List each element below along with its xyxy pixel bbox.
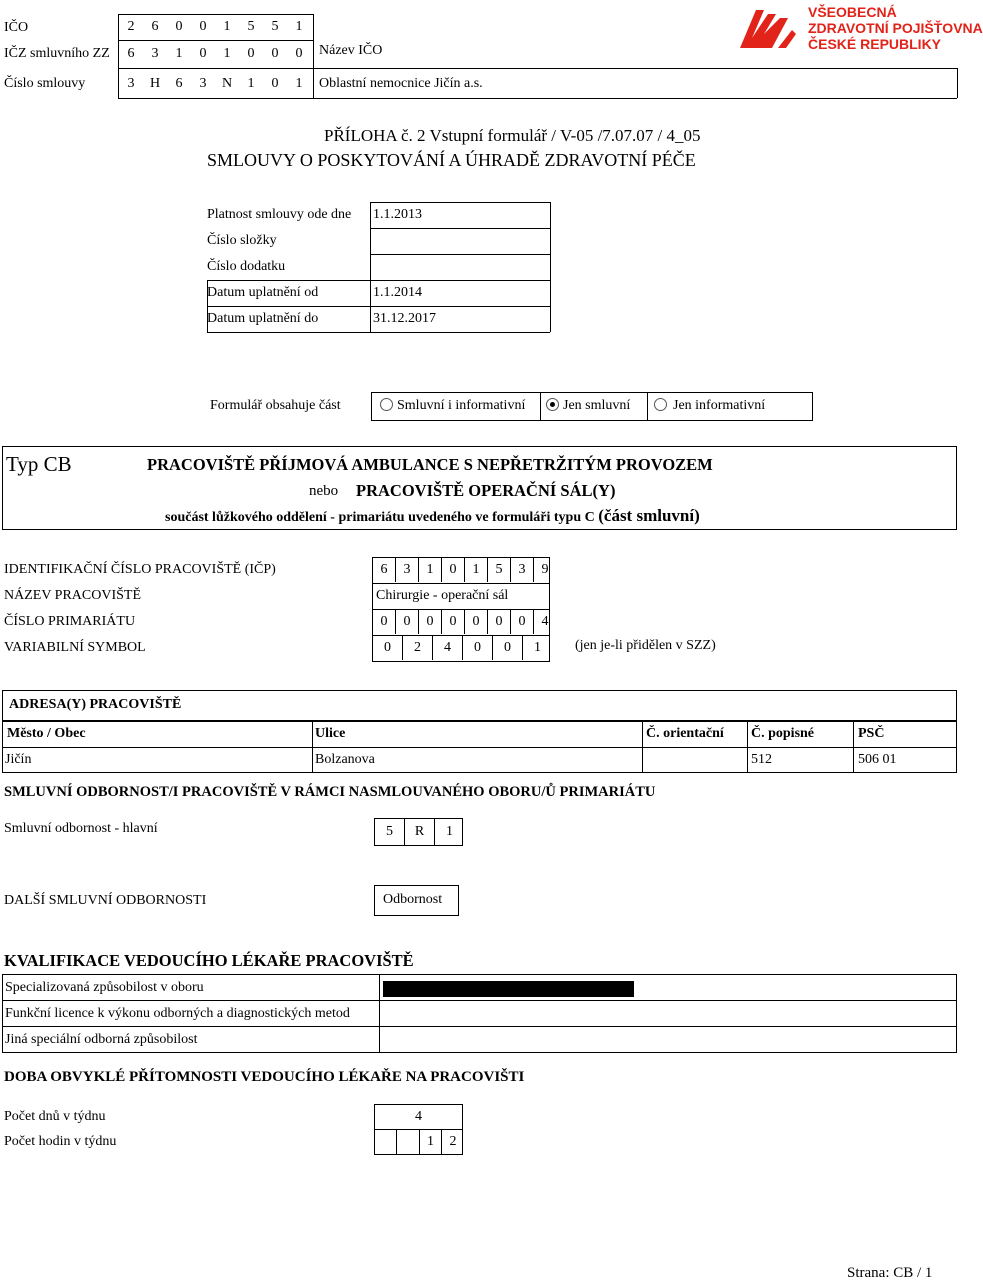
- option-label: Jen informativní: [673, 398, 766, 413]
- validity-label: Datum uplatnění od: [207, 285, 319, 300]
- hours-digit: [375, 1130, 396, 1154]
- logo-line-2: ZDRAVOTNÍ POJIŠŤOVNA: [808, 20, 983, 36]
- primariat-digit: 0: [380, 614, 388, 629]
- icz-digit: 0: [199, 46, 207, 61]
- contract-digits: [119, 72, 311, 96]
- hours-per-week-digits: [375, 1130, 464, 1154]
- ico-digit: 2: [127, 19, 135, 34]
- ico-name-label: Název IČO: [319, 43, 383, 58]
- contract-title: SMLOUVY O POSKYTOVÁNÍ A ÚHRADĚ ZDRAVOTNÍ PÉČE: [207, 150, 696, 170]
- contract-digit: 1: [295, 76, 303, 91]
- contract-digit: 1: [247, 76, 255, 91]
- primariat-digit: 0: [464, 610, 487, 634]
- variable-symbol-digits: [373, 636, 552, 660]
- variable-symbol-note: (jen je-li přidělen v SZZ): [575, 638, 716, 653]
- attachment-title: PŘÍLOHA č. 2 Vstupní formulář / V-05 /7.07.07 / 4_05: [324, 126, 701, 145]
- page-number: Strana: CB / 1: [847, 1265, 933, 1281]
- contract-digit: N: [221, 76, 233, 91]
- validity-label: Číslo složky: [207, 233, 277, 248]
- icp-digit: 9: [533, 558, 556, 582]
- validity-value: 1.1.2013: [373, 207, 422, 222]
- days-per-week-value: 4: [415, 1109, 422, 1124]
- icz-digit: 3: [151, 46, 159, 61]
- icp-label: IDENTIFIKAČNÍ ČÍSLO PRACOVIŠTĚ (IČP): [4, 562, 276, 577]
- icz-digit: 6: [127, 46, 135, 61]
- ico-digit: 6: [151, 19, 159, 34]
- specialty-heading: SMLUVNÍ ODBORNOST/I PRACOVIŠTĚ V RÁMCI NASMLOUVANÉHO OBORU/Ů PRIMARIÁTU: [4, 784, 656, 800]
- radio-selected-icon[interactable]: [546, 398, 559, 411]
- column-header-house-number: Č. popisné: [751, 726, 815, 741]
- form-part-label: Formulář obsahuje část: [210, 398, 341, 413]
- primariat-digit: 0: [487, 610, 510, 634]
- qualification-label: Funkční licence k výkonu odborných a diagnostických metod: [5, 1006, 350, 1021]
- address-heading: ADRESA(Y) PRACOVIŠTĚ: [9, 697, 182, 712]
- vs-digit: 4: [432, 636, 462, 660]
- primariat-digit: 0: [510, 610, 533, 634]
- type-nebo: nebo: [309, 483, 339, 499]
- logo-line-1: VŠEOBECNÁ: [808, 4, 897, 20]
- specialty-digit: R: [404, 819, 434, 845]
- qualification-label: Jiná speciální odborná způsobilost: [5, 1032, 198, 1047]
- icz-digit: 0: [295, 46, 303, 61]
- ico-digit: 5: [247, 19, 255, 34]
- contract-digit: 0: [271, 76, 279, 91]
- primariat-digits: [373, 610, 556, 634]
- contract-number-label: Číslo smlouvy: [4, 76, 86, 91]
- main-specialty-digits: [375, 819, 464, 845]
- validity-label: Číslo dodatku: [207, 259, 286, 274]
- option-info-only[interactable]: [654, 398, 765, 414]
- address-postcode: 506 01: [858, 752, 897, 767]
- hours-digit: 2: [441, 1130, 464, 1154]
- vs-digit: 1: [522, 636, 552, 660]
- contract-digit: 6: [175, 76, 183, 91]
- presence-heading: DOBA OBVYKLÉ PŘÍTOMNOSTI VEDOUCÍHO LÉKAŘE NA PRACOVIŠTI: [4, 1069, 525, 1085]
- option-label: Smluvní i informativní: [397, 398, 526, 413]
- column-header-city: Město / Obec: [7, 726, 86, 741]
- vs-digit: 2: [402, 636, 432, 660]
- option-contract-only[interactable]: [546, 398, 630, 414]
- primariat-digit: 0: [441, 610, 464, 634]
- workplace-name-value: Chirurgie - operační sál: [376, 588, 509, 603]
- hours-digit: 1: [419, 1130, 441, 1154]
- days-per-week-label: Počet dnů v týdnu: [4, 1109, 106, 1124]
- icp-digit: 5: [487, 558, 510, 582]
- option-label: Jen smluvní: [563, 398, 631, 413]
- radio-icon[interactable]: [654, 398, 667, 411]
- specialty-digit: 1: [434, 819, 464, 845]
- type-line-3: [165, 506, 700, 526]
- hours-per-week-label: Počet hodin v týdnu: [4, 1134, 117, 1149]
- qualification-heading: KVALIFIKACE VEDOUCÍHO LÉKAŘE PRACOVIŠTĚ: [4, 951, 414, 970]
- radio-icon[interactable]: [380, 398, 393, 411]
- type-label: Typ CB: [6, 452, 72, 476]
- vs-digit: 0: [384, 640, 391, 655]
- primariat-digit: 0: [418, 610, 441, 634]
- column-header-postcode: PSČ: [858, 726, 885, 741]
- primariat-label: ČÍSLO PRIMARIÁTU: [4, 614, 136, 629]
- icp-digit: 1: [418, 558, 441, 582]
- other-specialties-value: Odbornost: [383, 892, 443, 907]
- icp-digits: [373, 558, 556, 582]
- address-street: Bolzanova: [315, 752, 375, 767]
- icz-digit: 0: [271, 46, 279, 61]
- variable-symbol-label: VARIABILNÍ SYMBOL: [4, 640, 146, 655]
- option-contract-and-info[interactable]: [380, 398, 525, 414]
- contract-digit: 3: [199, 76, 207, 91]
- column-header-street: Ulice: [315, 726, 346, 741]
- type-line-1: PRACOVIŠTĚ PŘÍJMOVÁ AMBULANCE S NEPŘETRŽITÝM PROVOZEM: [147, 455, 713, 474]
- icp-digit: 6: [380, 562, 388, 577]
- validity-value: 1.1.2014: [373, 285, 422, 300]
- icp-digit: 0: [441, 558, 464, 582]
- type-line-2: PRACOVIŠTĚ OPERAČNÍ SÁL(Y): [356, 481, 616, 500]
- vs-digit: 0: [462, 636, 492, 660]
- icz-label: IČZ smluvního ZZ: [4, 46, 110, 61]
- main-specialty-label: Smluvní odbornost - hlavní: [4, 821, 158, 836]
- vzp-logo: [738, 4, 983, 54]
- primariat-digit: 4: [533, 610, 556, 634]
- ico-digit: 5: [271, 19, 279, 34]
- address-city: Jičín: [5, 752, 32, 767]
- vs-digit: 0: [492, 636, 522, 660]
- validity-label: Platnost smlouvy ode dne: [207, 207, 352, 222]
- primariat-digit: 0: [395, 610, 418, 634]
- contract-digit: 3: [127, 76, 135, 91]
- workplace-name-label: NÁZEV PRACOVIŠTĚ: [4, 588, 142, 603]
- icp-digit: 1: [464, 558, 487, 582]
- redacted-block: [383, 981, 634, 997]
- validity-value: 31.12.2017: [373, 311, 436, 326]
- ico-digit: 1: [223, 19, 231, 34]
- ico-digit: 0: [175, 19, 183, 34]
- vzp-emblem-icon: [738, 4, 798, 52]
- icz-digit: 1: [223, 46, 231, 61]
- type-line-3-text: součást lůžkového oddělení - primariátu uvedeného ve formuláři typu C: [165, 510, 595, 525]
- column-header-orientation-number: Č. orientační: [646, 726, 724, 741]
- icz-digits: [119, 42, 311, 66]
- hours-digit: [396, 1130, 419, 1154]
- icz-digit: 1: [175, 46, 183, 61]
- qualification-label: Specializovaná způsobilost v oboru: [5, 980, 204, 995]
- other-specialties-label: DALŠÍ SMLUVNÍ ODBORNOSTI: [4, 893, 207, 908]
- ico-name-value: Oblastní nemocnice Jičín a.s.: [319, 76, 483, 91]
- address-house-number: 512: [751, 752, 772, 767]
- type-line-3-suffix: (část smluvní): [598, 506, 700, 525]
- icz-digit: 0: [247, 46, 255, 61]
- ico-digit: 0: [199, 19, 207, 34]
- ico-label: IČO: [4, 20, 29, 35]
- contract-digit: H: [149, 76, 161, 91]
- ico-digit: 1: [295, 19, 303, 34]
- ico-digits: [119, 15, 311, 39]
- icp-digit: 3: [395, 558, 418, 582]
- icp-digit: 3: [510, 558, 533, 582]
- validity-label: Datum uplatnění do: [207, 311, 319, 326]
- logo-line-3: ČESKÉ REPUBLIKY: [808, 36, 942, 52]
- specialty-digit: 5: [386, 824, 393, 839]
